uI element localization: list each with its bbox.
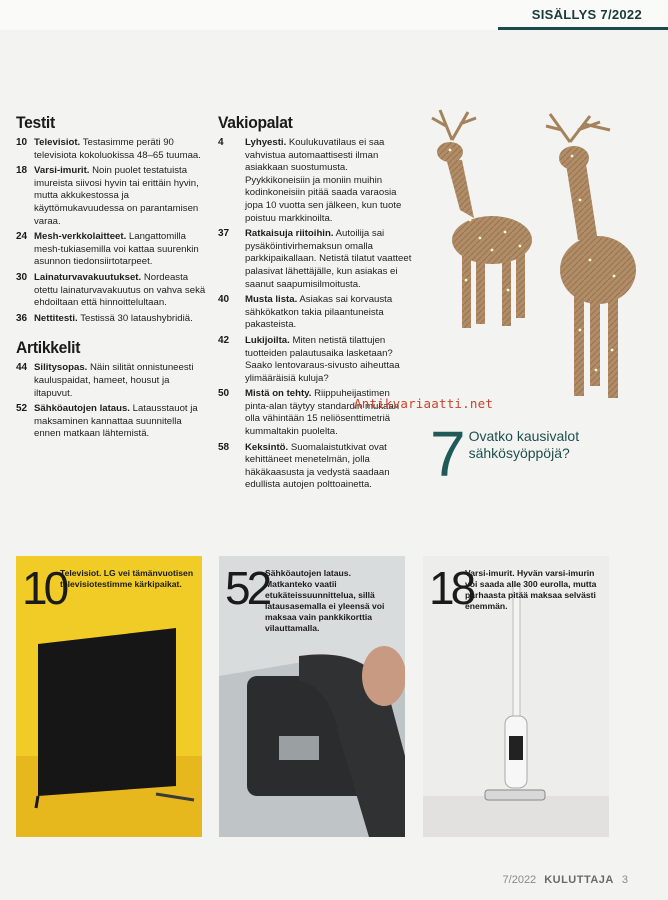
page-number: 52	[16, 403, 28, 415]
toc-entry[interactable]	[218, 228, 414, 291]
card-page-number: 10	[22, 562, 66, 614]
toc-entry[interactable]	[218, 335, 414, 385]
card-text: LG vei tämänvuotisen televisiotestimme kärkipaikat.	[60, 568, 194, 589]
feature-page-number: 7	[430, 418, 463, 490]
card-text: Hyvän varsi-imurin voi saada alle 300 eurolla, mutta parhaasta pitää maksaa selvästi enemmän.	[465, 568, 597, 611]
toc-entry[interactable]	[16, 272, 206, 310]
reindeer-right	[546, 114, 636, 398]
entry-text: Miten netistä tilattujen tuotteiden palautusaika lasketaan? Saako lentovaraus-sivusto aiheuttaa ylimääräisiä kuluja?	[245, 334, 400, 384]
entry-title: Musta lista.	[245, 294, 298, 306]
reindeer-lights-photo	[410, 100, 668, 420]
title-rule	[498, 27, 668, 30]
page-number: 58	[218, 441, 230, 453]
card-caption	[265, 568, 397, 634]
footer-brand: KULUTTAJA	[544, 874, 614, 886]
entry-text: Asiakas sai korvausta sähkökatkon takia pilaantuneista pakasteista.	[245, 294, 393, 331]
entry-title: Keksintö.	[245, 441, 289, 453]
page-footer	[503, 874, 628, 886]
page-number: 30	[16, 271, 28, 283]
page-number: 4	[218, 137, 224, 148]
toc-entry[interactable]	[218, 137, 414, 225]
page-number: 24	[16, 231, 28, 243]
testit-list	[16, 137, 206, 325]
page-number: 44	[16, 362, 28, 374]
card-sahkoautojen-lataus[interactable]	[219, 556, 405, 837]
card-page-number: 52	[225, 562, 269, 614]
entry-title: Varsi-imurit.	[34, 165, 90, 177]
entry-title: Silitysopas.	[34, 362, 88, 374]
entry-title: Mistä on tehty.	[245, 388, 312, 400]
page-number: 42	[218, 334, 230, 346]
toc-entry[interactable]	[16, 313, 206, 326]
card-title: Televisiot.	[60, 568, 102, 578]
entry-text: Latausstauot ja maksaminen kannattaa suunnitella ennen matkaan lähtemistä.	[34, 403, 198, 440]
entry-text: Testissä 30 lataushybridiä.	[77, 312, 193, 324]
entry-title: Televisiot.	[34, 137, 81, 148]
page-number: 18	[16, 165, 28, 177]
section-heading-testit: Testit	[16, 113, 55, 132]
entry-text: Testasimme peräti 90 televisiota kokoluokissa 48–65 tuumaa.	[34, 137, 201, 161]
card-page-number: 18	[429, 562, 473, 614]
card-televisiot[interactable]	[16, 556, 202, 837]
card-caption	[465, 568, 601, 612]
reindeer-illustration	[410, 100, 668, 420]
card-title: Sähköautojen lataus.	[265, 568, 351, 578]
entry-title: Lainaturvavakuutukset.	[34, 271, 142, 283]
page-title: SISÄLLYS 7/2022	[531, 7, 642, 22]
entry-text: Näin silität onnistuneesti kauluspaidat, hameet, housut ja iltapuvut.	[34, 362, 194, 399]
page-number: 36	[16, 312, 28, 324]
card-varsi-imurit[interactable]	[423, 556, 609, 837]
entry-text: Langattomilla mesh-tukiasemilla voi kattaa suurenkin asunnon tiedonsiirtotarpeet.	[34, 231, 199, 268]
footer-page-number: 3	[621, 874, 628, 886]
toc-entry[interactable]	[218, 294, 414, 332]
toc-entry[interactable]	[16, 165, 206, 228]
middle-column	[218, 113, 414, 495]
artikkelit-list	[16, 362, 206, 441]
left-column	[16, 113, 206, 444]
footer-issue: 7/2022	[502, 874, 537, 886]
page-number: 37	[218, 228, 230, 240]
entry-title: Sähköautojen lataus.	[34, 403, 130, 415]
entry-title: Lyhyesti.	[245, 137, 287, 148]
entry-text: Nordeasta otettu lainaturvavakuutus on vahva sekä ehdoiltaan että hinnoittelultaan.	[34, 271, 206, 309]
toc-entry[interactable]	[16, 403, 206, 441]
entry-title: Ratkaisuja riitoihin.	[245, 228, 334, 240]
toc-entry[interactable]	[218, 442, 414, 492]
entry-text: Koulukuvatilaus ei saa vahvistua automaattisesti ilman asiakkaan suostumusta. Pyykkikoneisiin ja moniin muihin kodinkoneisiin pitää saada varaosia jopa 10 vuotta sen jälkeen, kun tuote poistuu markkinoilta.	[245, 137, 402, 224]
card-title: Varsi-imurit.	[465, 568, 515, 578]
page-number: 50	[218, 388, 230, 400]
toc-entry[interactable]	[16, 137, 206, 162]
entry-text: Autoilija sai pysäköintivirhemaksun omalla parkkipaikallaan. Netistä tilatut vaatteet palasivat lähettäjälle, kun asiakas ei saanut saapumisilmoitusta.	[245, 228, 412, 290]
entry-title: Mesh-verkkolaitteet.	[34, 231, 127, 243]
entry-text: Riippuheijastimen pinta-alan täytyy standardin mukaan olla vähintään 15 neliösenttimetriä kummaltakin puolelta.	[245, 388, 400, 438]
toc-entry[interactable]	[16, 231, 206, 269]
section-heading-vakiopalat: Vakiopalat	[218, 113, 293, 132]
page-number: 40	[218, 294, 230, 306]
reindeer-left	[432, 110, 532, 328]
feature-caption-text: Ovatko kausivalot sähkösyöppöjä?	[468, 428, 580, 461]
entry-title: Lukijoilta.	[245, 334, 290, 346]
toc-entry[interactable]	[16, 362, 206, 400]
entry-title: Nettitesti.	[34, 312, 78, 324]
section-heading-artikkelit: Artikkelit	[16, 338, 81, 358]
page-number: 10	[16, 137, 28, 148]
tv-illustration	[16, 556, 202, 837]
entry-text: Noin puolet testatuista imureista siivosi hyvin tai erittäin hyvin, mutta akkukestossa ja käyttömukavuudessa on parantamisen varaa.	[34, 165, 199, 227]
entry-text: Suomalaistutkivat ovat kehittäneet menetelmän, jolla häkäkaasusta ja vedystä saadaan edullista autojen polttoainetta.	[245, 441, 390, 491]
feature-caption[interactable]	[430, 418, 668, 490]
card-text: Matkanteko vaatii etukäteissuunnittelua, sillä latausasemalla ei yleensä voi maksaa vain pankkikorttia vilauttamalla.	[265, 579, 385, 633]
watermark: Antikvariaatti.net	[354, 396, 494, 411]
